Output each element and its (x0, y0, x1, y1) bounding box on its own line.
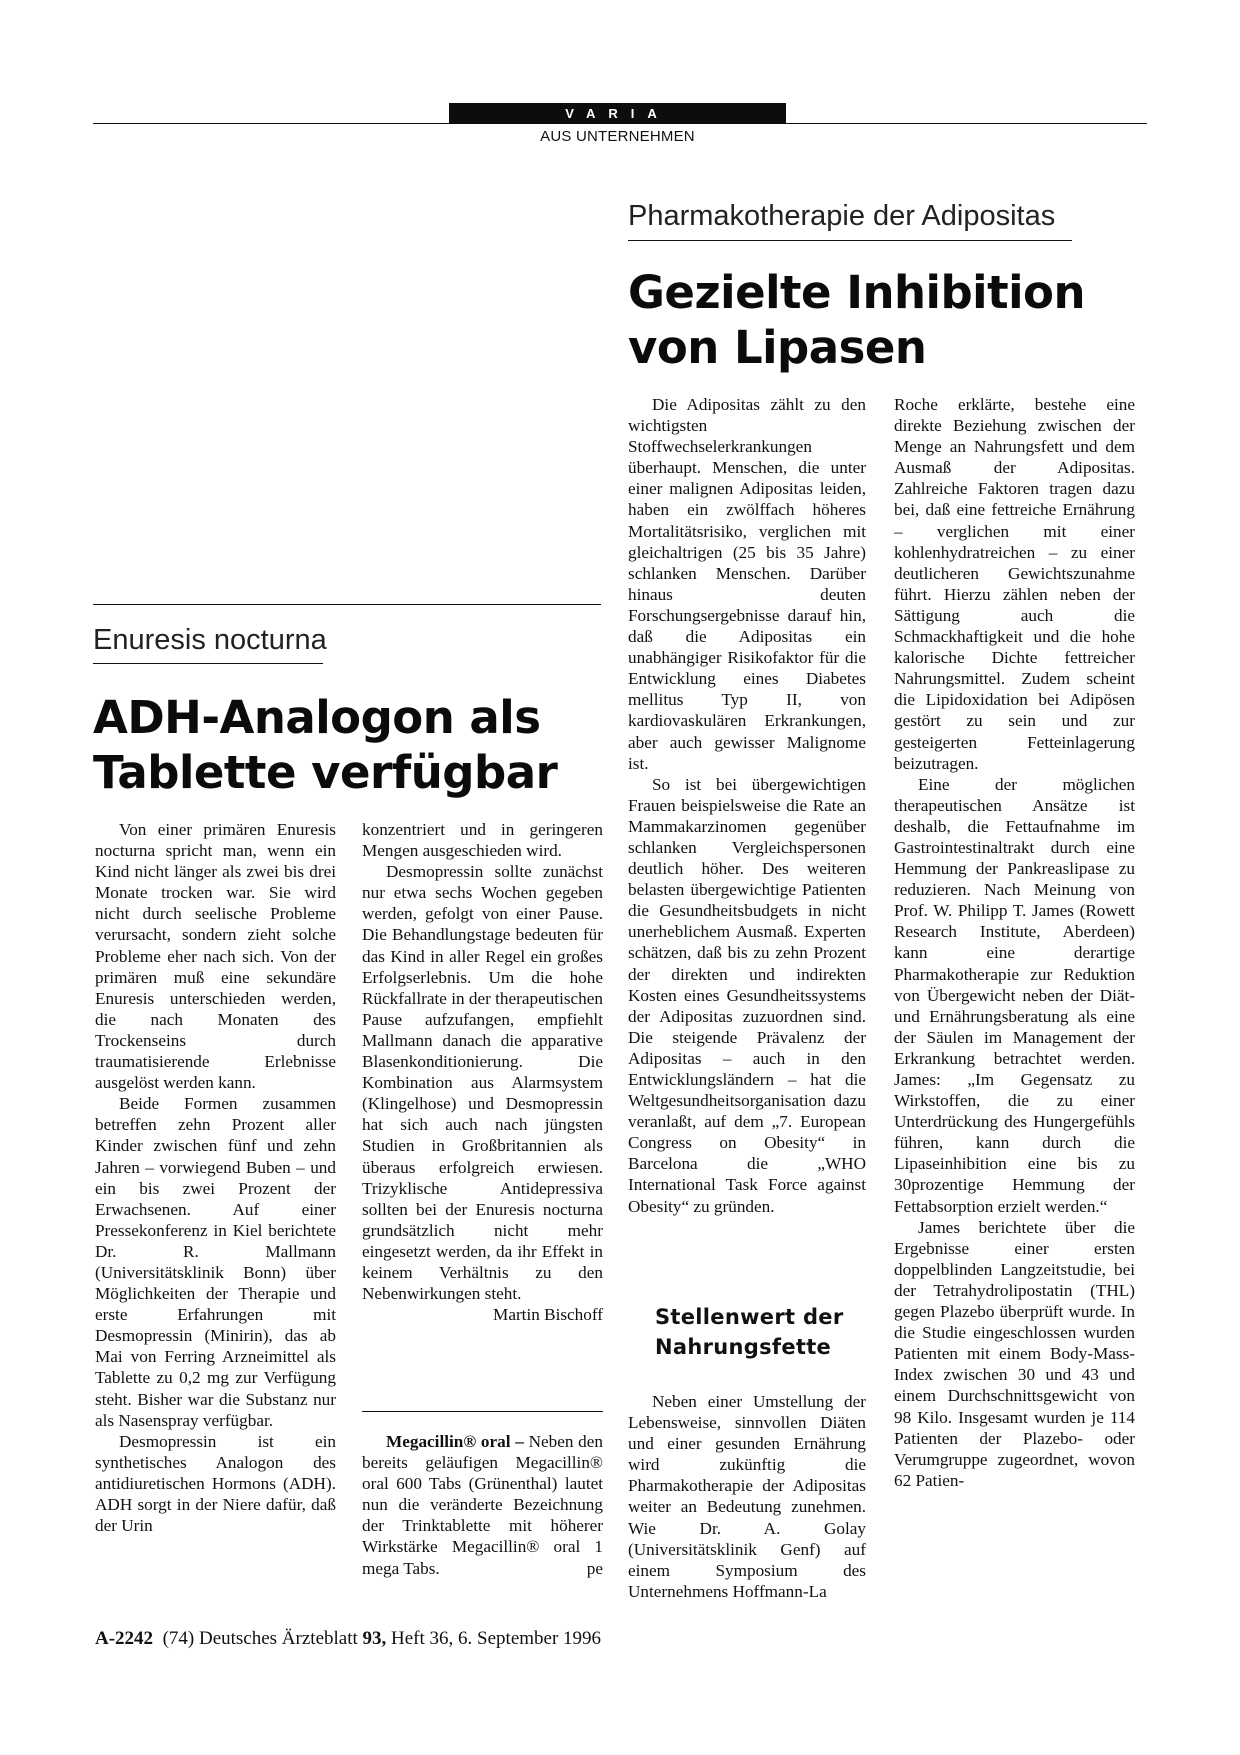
notice-block (362, 1431, 603, 1579)
right-col1-paragraph: So ist bei übergewichtigen Frauen beispielsweise die Rate an Mammakarzinomen gegenüber schlanken Vergleichspersonen deutlich höher. Des weiteren belasten übergewichtige Patienten die Gesundheitsbudgets in nicht unerheblichem Ausmaß. Experten schätzen, daß bis zu zehn Prozent der direkten und indirekten Kosten eines Gesundheitssystems der Adipositas zuzuordnen sind. Die steigende Prävalenz der Adipositas – auch in den Entwicklungsländern – hat die Weltgesundheitsorganisation dazu veranlaßt, auf dem „7. European Congress on Obesity“ in Barcelona die „WHO International Task Force against Obesity“ zu gründen. (628, 774, 866, 1216)
notice-rule (362, 1411, 603, 1412)
left-article-col2 (362, 819, 603, 1325)
right-headline-line2: von Lipasen (628, 321, 927, 374)
notice-title: Megacillin® oral – (386, 1432, 524, 1451)
left-kicker: Enuresis nocturna (93, 624, 327, 656)
right-subhead (655, 1302, 875, 1362)
notice-signature: pe (586, 1558, 603, 1578)
varia-banner: VARIA (449, 103, 786, 124)
right-col1-paragraph-after-subhead: Neben einer Umstellung der Lebensweise, sinnvollen Diäten und einer gesunden Ernährung wird zukünftig die Pharmakotherapie der Adipositas weiter an Bedeutung zunehmen. Wie Dr. A. Golay (Universitätsklinik Genf) auf einem Symposium des Unternehmens Hoffmann-La (628, 1392, 866, 1601)
right-headline-line1: Gezielte Inhibition (628, 266, 1085, 319)
left-col1-paragraph: Beide Formen zusammen betreffen zehn Prozent aller Kinder zwischen fünf und zehn Jahren – vorwiegend Buben – und ein bis zwei Prozent der Erwachsenen. Auf einer Pressekonferenz in Kiel berichtete Dr. R. Mallmann (Universitätsklinik Bonn) über Möglichkeiten der Therapie und erste Erfahrungen mit Desmopressin (Minirin), das ab Mai von Ferring Arzneimittel als Tablette zu 0,2 mg zur Verfügung steht. Bisher war die Substanz nur als Nasenspray verfügbar. (95, 1094, 336, 1430)
right-subhead-line1: Stellenwert der (655, 1305, 844, 1329)
left-col2-paragraph: konzentriert und in geringeren Mengen ausgeschieden wird. (362, 820, 603, 861)
left-article-top-rule (93, 604, 601, 605)
section-label: AUS UNTERNEHMEN (540, 128, 695, 145)
page-footer (95, 1628, 601, 1650)
right-kicker-underline (628, 240, 1072, 241)
footer-volume: 93, (362, 1628, 387, 1649)
right-article-col1-continued (628, 1391, 866, 1602)
right-headline (628, 265, 1168, 375)
left-col1-paragraph: Von einer primären Enuresis nocturna spricht man, wenn ein Kind nicht länger als zwei bis drei Monate trocken war. Sie wird nicht durch seelische Probleme verursacht, sondern zieht solche Probleme eher nach sich. Von der primären muß eine sekundäre Enuresis unterschieden werden, die nach Monaten des Trockenseins durch traumatisierende Erlebnisse ausgelöst werden kann. (95, 820, 336, 1093)
right-col2-paragraph: James berichtete über die Ergebnisse einer ersten doppelblinden Langzeitstudie, bei der Tetrahydrolipostatin (THL) gegen Plazebo überprüft wurde. In die Studie eingeschlossen wurden Patienten mit einem Body-Mass-Index zwischen 30 und 43 und einem Durchschnittsgewicht von 98 Kilo. Insgesamt wurden je 114 Patienten der Plazebo- oder Verumgruppe zugeordnet, wovon 62 Patien- (894, 1217, 1135, 1490)
left-col1-paragraph: Desmopressin ist ein synthetisches Analogon des antidiuretischen Hormons (ADH). ADH sorgt in der Niere dafür, daß der Urin (95, 1431, 336, 1536)
notice-text: Neben den bereits geläufigen Megacillin® oral 600 Tabs (Grünenthal) lautet nun die veränderte Bezeichnung der Trinktablette mit höherer Wirkstärke Megacillin® oral 1 mega Tabs. (362, 1432, 603, 1578)
left-headline-line1: ADH-Analogon als (93, 691, 541, 744)
notice-paragraph (362, 1431, 603, 1579)
left-article-signature: Martin Bischoff (493, 1305, 603, 1325)
left-headline (93, 690, 603, 800)
footer-page-code: A-2242 (95, 1628, 154, 1649)
right-col2-paragraph: Roche erklärte, bestehe eine direkte Beziehung zwischen der Menge an Nahrungsfett und dem Ausmaß der Adipositas. Zahlreiche Faktoren tragen dazu bei, daß eine fettreiche Ernährung – verglichen mit einer kohlenhydratreichen – zu einer deutlicheren Gewichtszunahme führt. Hierzu zählen neben der Sättigung auch die Schmackhaftigkeit und die hohe kalorische Dichte fettreicher Nahrungsmittel. Zudem scheint die Lipidoxidation bei Adipösen gestört zu sein und zur gesteigerten Fetteinlagerung beizutragen. (894, 395, 1135, 773)
right-article-col1 (628, 394, 866, 1217)
right-article-col2 (894, 394, 1135, 1491)
left-col2-paragraph: Desmopressin sollte zunächst nur etwa sechs Wochen gegeben werden, gefolgt von einer Pause. Die Behandlungstage bedeuten für das Kind in aller Regel ein großes Erfolgserlebnis. Um die hohe Rückfallrate in der therapeutischen Pause aufzufangen, empfiehlt Mallmann danach die apparative Blasenkonditionierung. Die Kombination aus Alarmsystem (Klingelhose) und Desmopressin hat sich auch nach jüngsten Studien in Großbritannien als überaus erfolgreich erwiesen. Trizyklische Antidepressiva sollten bei der Enuresis nocturna grundsätzlich nicht mehr eingesetzt werden, da ihr Effekt in keinem Verhältnis zu den Nebenwirkungen steht. (362, 862, 603, 1304)
footer-journal: (74) Deutsches Ärzteblatt (162, 1628, 363, 1649)
left-article-col1 (95, 819, 336, 1536)
right-col1-paragraph: Die Adipositas zählt zu den wichtigsten Stoffwechselerkrankungen überhaupt. Menschen, die unter einer malignen Adipositas leiden, haben ein zwölffach höheres Mortalitätsrisiko, verglichen mit gleichaltrigen (25 bis 35 Jahre) schlanken Menschen. Darüber hinaus deuten Forschungsergebnisse darauf hin, daß die Adipositas ein unabhängiger Risikofaktor für die Entwicklung eines Diabetes mellitus Typ II, von kardiovaskulären Erkrankungen, aber auch gewisser Malignome ist. (628, 395, 866, 773)
right-col2-paragraph: Eine der möglichen therapeutischen Ansätze ist deshalb, die Fettaufnahme im Gastrointestinaltrakt durch eine Hemmung der Pankreaslipase zu reduzieren. Nach Meinung von Prof. W. Philipp T. James (Rowett Research Institute, Aberdeen) kann eine derartige Pharmakotherapie zur Reduktion von Übergewicht neben der Diät- und Ernährungsberatung als eine der Säulen im Management der Erkrankung betrachtet werden. James: „Im Gegensatz zu Wirkstoffen, die zu einer Unterdrückung des Hungergefühls führen, kann durch die Lipaseinhibition eine bis zu 30prozentige Hemmung der Fettabsorption erzielt werden.“ (894, 774, 1135, 1216)
left-kicker-underline (93, 663, 323, 664)
left-headline-line2: Tablette verfügbar (93, 746, 558, 799)
footer-issue-date: Heft 36, 6. September 1996 (386, 1628, 602, 1649)
right-subhead-line2: Nahrungsfette (655, 1335, 832, 1359)
right-kicker: Pharmakotherapie der Adipositas (628, 200, 1056, 232)
